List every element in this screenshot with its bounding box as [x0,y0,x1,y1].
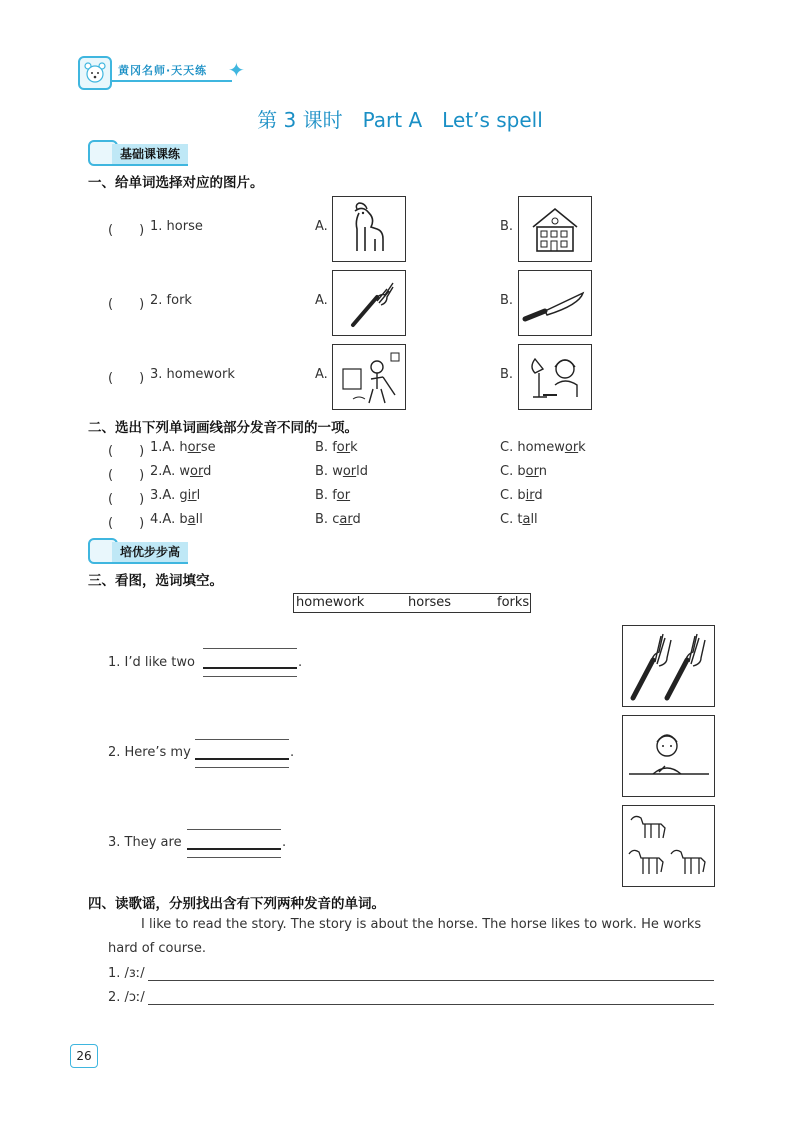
q2-heading: 二、选出下列单词画线部分发音不同的一项。 [88,420,358,436]
q2-option-b: B. world [315,464,369,479]
q3-sentence: 1. I’d like two [108,655,195,670]
q3-sentence: 3. They are [108,835,182,850]
q3-heading: 三、看图，选词填空。 [88,573,223,589]
option-b-label: B. [500,367,514,382]
section-badge-label: 基础课课练 [112,144,188,166]
answer-paren[interactable]: ( ) [108,516,145,531]
answer-paren[interactable]: ( ) [108,371,145,386]
word-bank [293,593,531,613]
horse-icon[interactable] [332,196,406,262]
answer-line[interactable] [148,1004,714,1005]
word-bank-item: homework [296,595,365,610]
bear-mascot-icon [78,56,112,90]
answer-blank[interactable] [187,829,281,859]
q1-word: 1. horse [150,219,203,234]
sentence-period: . [290,745,295,760]
option-a-label: A. [315,367,328,382]
passage-line: hard of course. [108,941,206,956]
answer-paren[interactable]: ( ) [108,444,145,459]
section-badge-advanced [88,538,218,562]
word-bank-item: forks [497,595,530,610]
q2-option-c: C. tall [500,512,538,527]
girl-sweeping-icon[interactable] [332,344,406,410]
option-b-label: B. [500,219,514,234]
q2-option-b: B. for [315,488,351,503]
brand-text: 黄冈名师·天天练 [118,64,208,77]
house-icon[interactable] [518,196,592,262]
q2-option-a: 1.A. horse [150,440,216,455]
q2-option-a: 3.A. girl [150,488,201,503]
boy-doing-homework-icon [622,715,715,797]
page-number: 26 [70,1044,98,1068]
q4-heading: 四、读歌谣，分别找出含有下列两种发音的单词。 [88,896,385,912]
q2-option-b: B. card [315,512,361,527]
fork-icon[interactable] [332,270,406,336]
sentence-period: . [282,835,287,850]
girl-studying-icon[interactable] [518,344,592,410]
brand-underline [112,80,232,82]
answer-paren[interactable]: ( ) [108,468,145,483]
horses-icon [622,805,715,887]
passage-line: I like to read the story. The story is about the horse. The horse likes to work. He works [141,917,702,932]
word-bank-item: horses [408,595,452,610]
q2-option-c: C. bird [500,488,543,503]
knife-icon[interactable] [518,270,592,336]
section-badge-basic [88,140,218,164]
q1-word: 2. fork [150,293,192,308]
q2-option-c: C. born [500,464,547,479]
q3-sentence: 2. Here’s my [108,745,191,760]
forks-icon [622,625,715,707]
sentence-period: . [298,655,303,670]
sound-label: 2. /ɔː/ [108,990,145,1005]
q2-option-c: C. homework [500,440,586,455]
q2-option-a: 4.A. ball [150,512,203,527]
q2-option-b: B. fork [315,440,358,455]
answer-paren[interactable]: ( ) [108,492,145,507]
sound-label: 1. /ɜː/ [108,966,145,981]
brand-logo [78,52,248,88]
q1-heading: 一、给单词选择对应的图片。 [88,175,264,191]
answer-paren[interactable]: ( ) [108,297,145,312]
q2-option-a: 2.A. word [150,464,212,479]
sparkle-icon: ✦ [228,58,245,82]
answer-blank[interactable] [195,739,289,769]
answer-paren[interactable]: ( ) [108,223,145,238]
q1-word: 3. homework [150,367,235,382]
page-title: 第 3 课时 Part A Let’s spell [257,108,543,132]
option-a-label: A. [315,219,328,234]
option-b-label: B. [500,293,514,308]
option-a-label: A. [315,293,328,308]
answer-blank[interactable] [203,648,297,678]
answer-line[interactable] [148,980,714,981]
section-badge-label: 培优步步高 [112,542,188,564]
